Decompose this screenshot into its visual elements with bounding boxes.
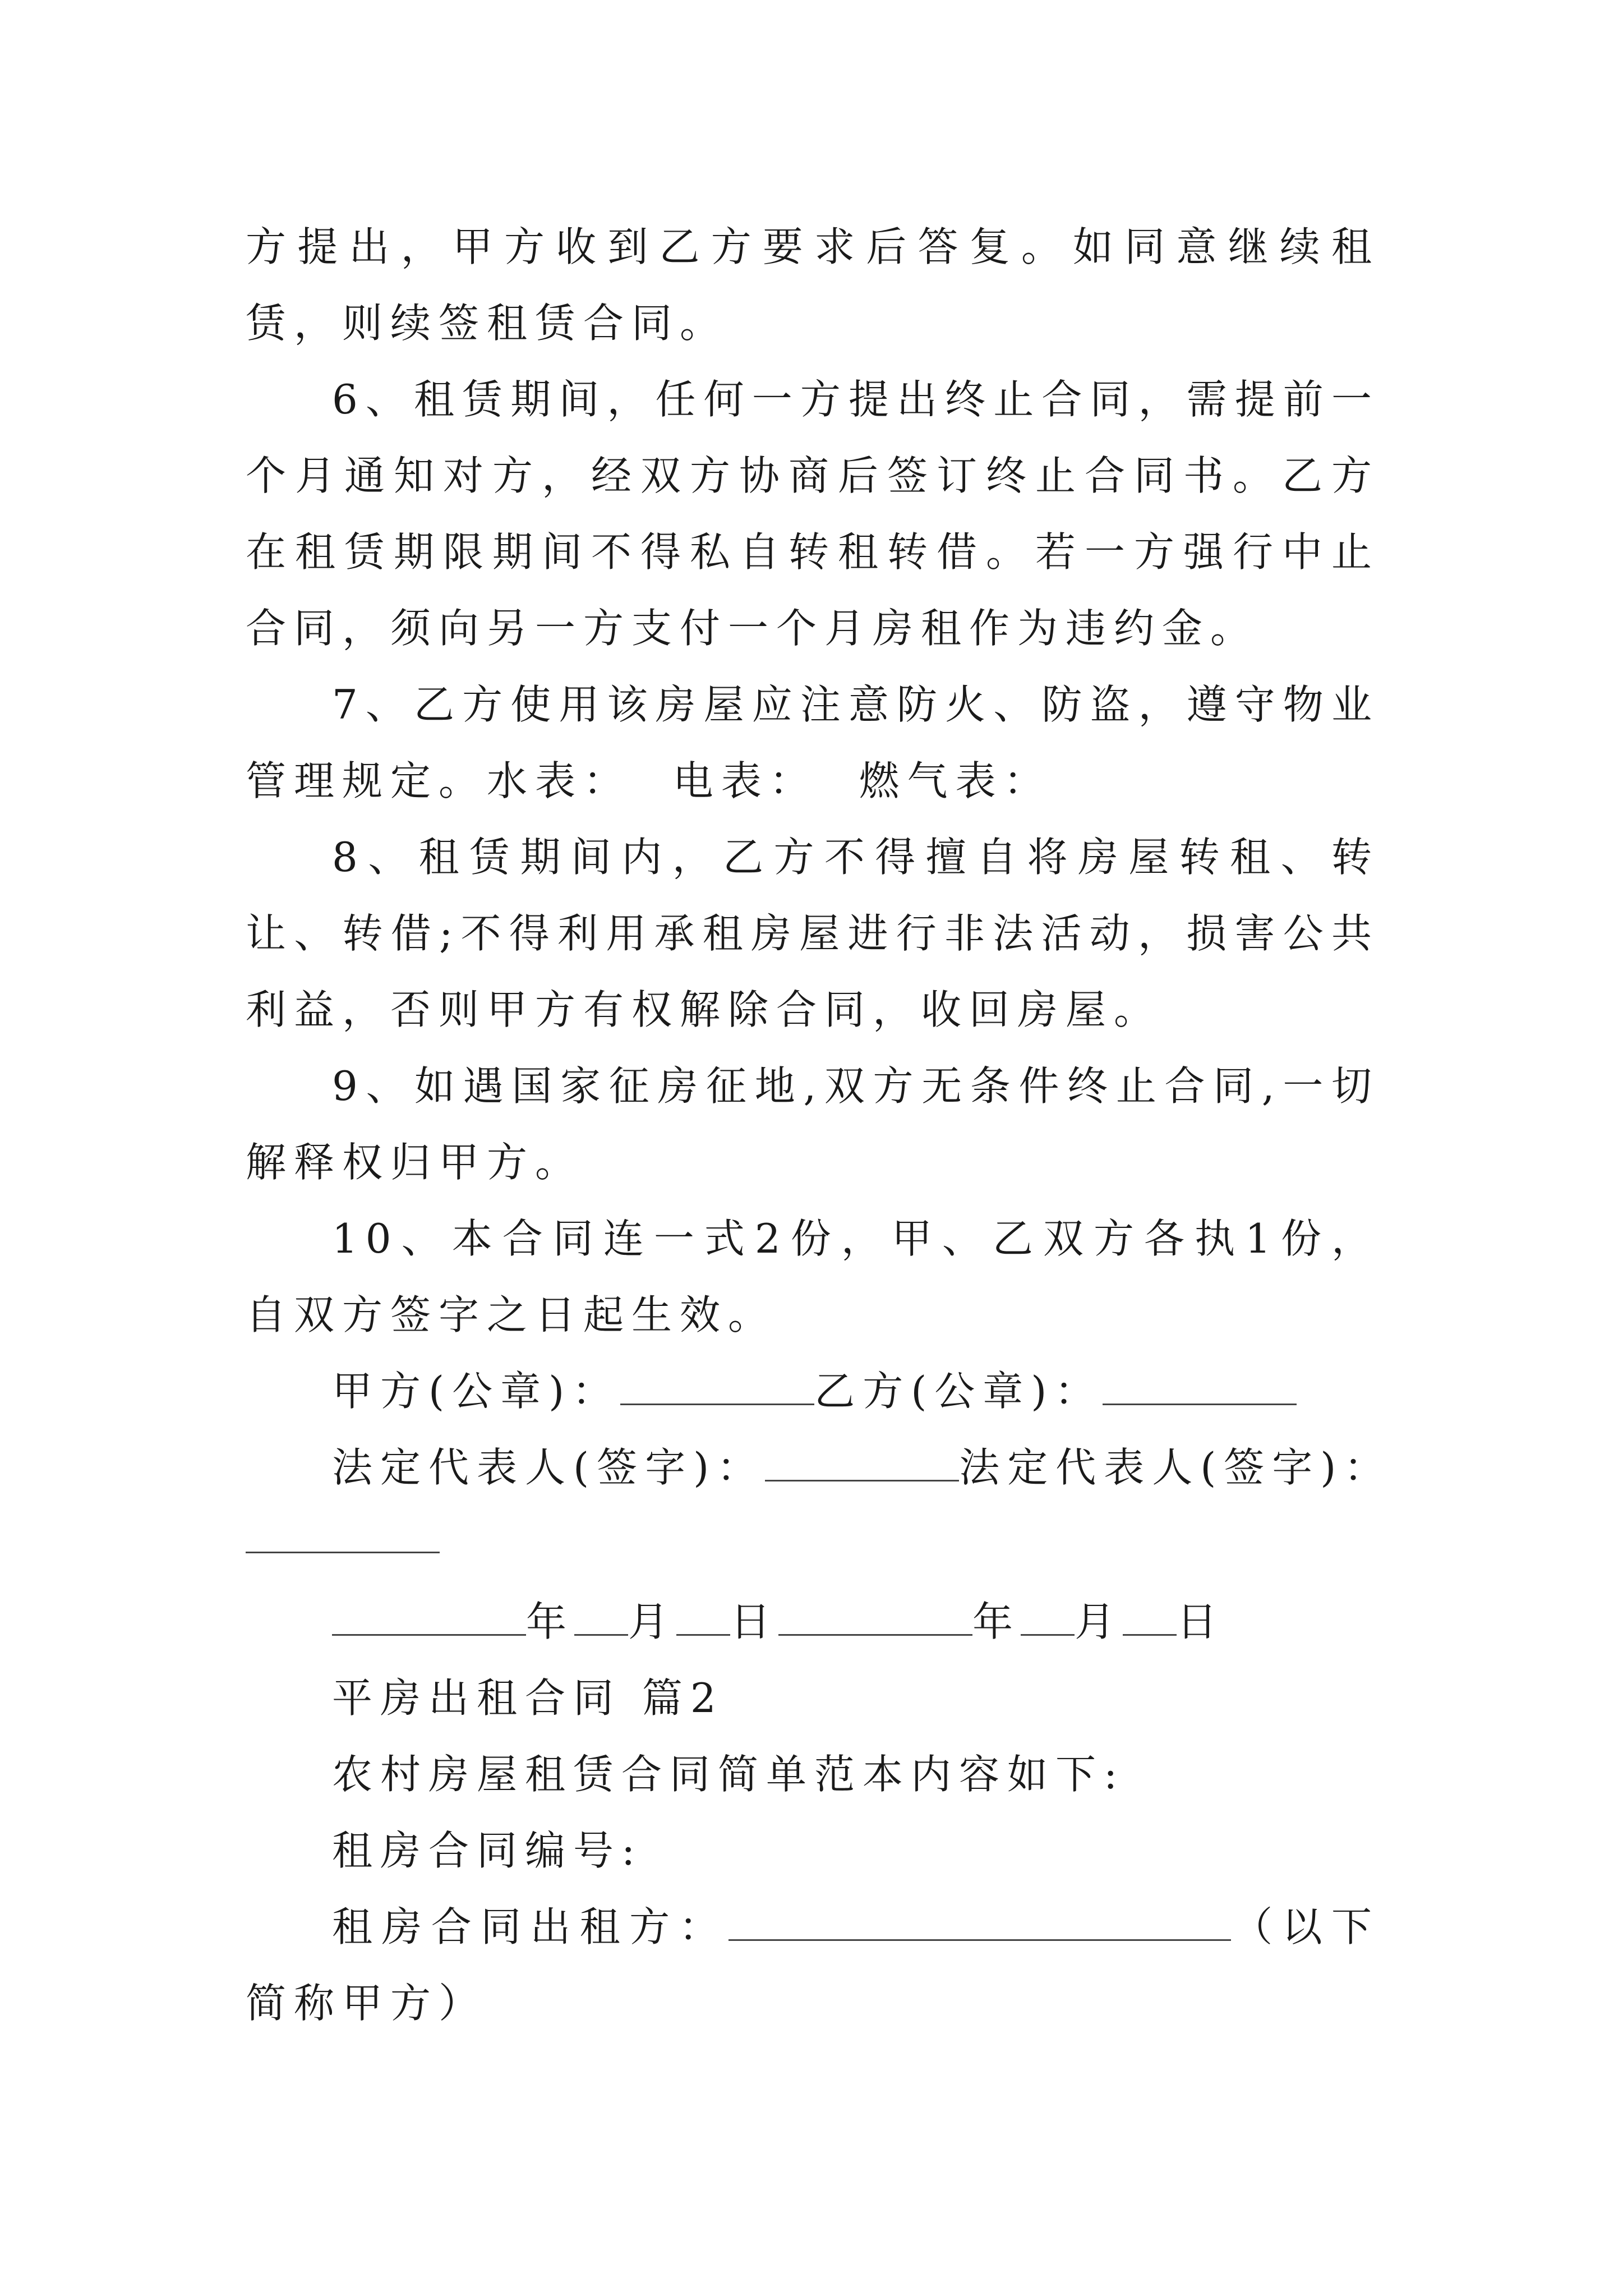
seal-line bbox=[246, 1353, 1380, 1429]
party-a-seal-label: 甲方(公章)： bbox=[332, 1368, 621, 1415]
lessor-blank bbox=[728, 1906, 1231, 1941]
paragraph-continuation: 方提出，甲方收到乙方要求后答复。如同意继续租赁，则续签租赁合同。 bbox=[246, 223, 1380, 347]
date-a-day-label: 日 bbox=[730, 1598, 779, 1645]
date-a-month-label: 月 bbox=[628, 1598, 677, 1645]
clause-7: 7、乙方使用该房屋应注意防火、防盗，遵守物业管理规定。水表： 电表： 燃气表： bbox=[246, 681, 1380, 804]
party-a-rep-label: 法定代表人(签字)： bbox=[332, 1444, 766, 1491]
lessor-suffix: （以下简称甲方） bbox=[246, 1903, 1380, 2027]
lessor-label: 租房合同出租方： bbox=[332, 1903, 728, 1950]
date-line bbox=[246, 1584, 1380, 1660]
clause-9: 9、如遇国家征房征地,双方无条件终止合同,一切解释权归甲方。 bbox=[246, 1062, 1380, 1186]
date-b-month-blank bbox=[1021, 1600, 1075, 1636]
date-a-year-label: 年 bbox=[526, 1598, 575, 1645]
section-heading: 平房出租合同 篇2 bbox=[332, 1674, 724, 1722]
document-body bbox=[246, 209, 1393, 2041]
party-b-seal-label: 乙方(公章)： bbox=[814, 1368, 1103, 1415]
party-b-rep-blank bbox=[246, 1518, 440, 1553]
party-b-rep-label: 法定代表人(签字)： bbox=[959, 1444, 1393, 1491]
clause-6: 6、租赁期间，任何一方提出终止合同，需提前一个月通知对方，经双方协商后签订终止合同书。乙方在租赁期限期间不得私自转租转借。若一方强行中止合同，须向另一方支付一个月房租作为违约金。 bbox=[246, 376, 1380, 652]
date-a-day-blank bbox=[676, 1600, 730, 1636]
date-b-day-label: 日 bbox=[1177, 1598, 1225, 1645]
clause-10: 10、本合同连一式2份，甲、乙双方各执1份，自双方签字之日起生效。 bbox=[246, 1215, 1380, 1338]
clause-8: 8、租赁期间内，乙方不得擅自将房屋转租、转让、转借;不得利用承租房屋进行非法活动，损害公共利益，否则甲方有权解除合同，收回房屋。 bbox=[246, 834, 1380, 1033]
date-a-year-blank bbox=[332, 1600, 526, 1636]
contract-number-line: 租房合同编号: bbox=[332, 1827, 643, 1874]
date-b-day-blank bbox=[1123, 1600, 1177, 1636]
party-b-seal-blank bbox=[1103, 1370, 1297, 1405]
lessor-line bbox=[246, 1889, 1380, 2041]
date-b-year-blank bbox=[778, 1600, 972, 1636]
party-a-seal-blank bbox=[620, 1370, 814, 1405]
intro-line: 农村房屋租赁合同简单范本内容如下: bbox=[332, 1751, 1126, 1798]
date-a-month-blank bbox=[574, 1600, 628, 1636]
party-a-rep-blank bbox=[765, 1446, 959, 1481]
representative-line bbox=[246, 1429, 1393, 1506]
date-b-year-label: 年 bbox=[972, 1598, 1021, 1645]
date-b-month-label: 月 bbox=[1075, 1598, 1123, 1645]
